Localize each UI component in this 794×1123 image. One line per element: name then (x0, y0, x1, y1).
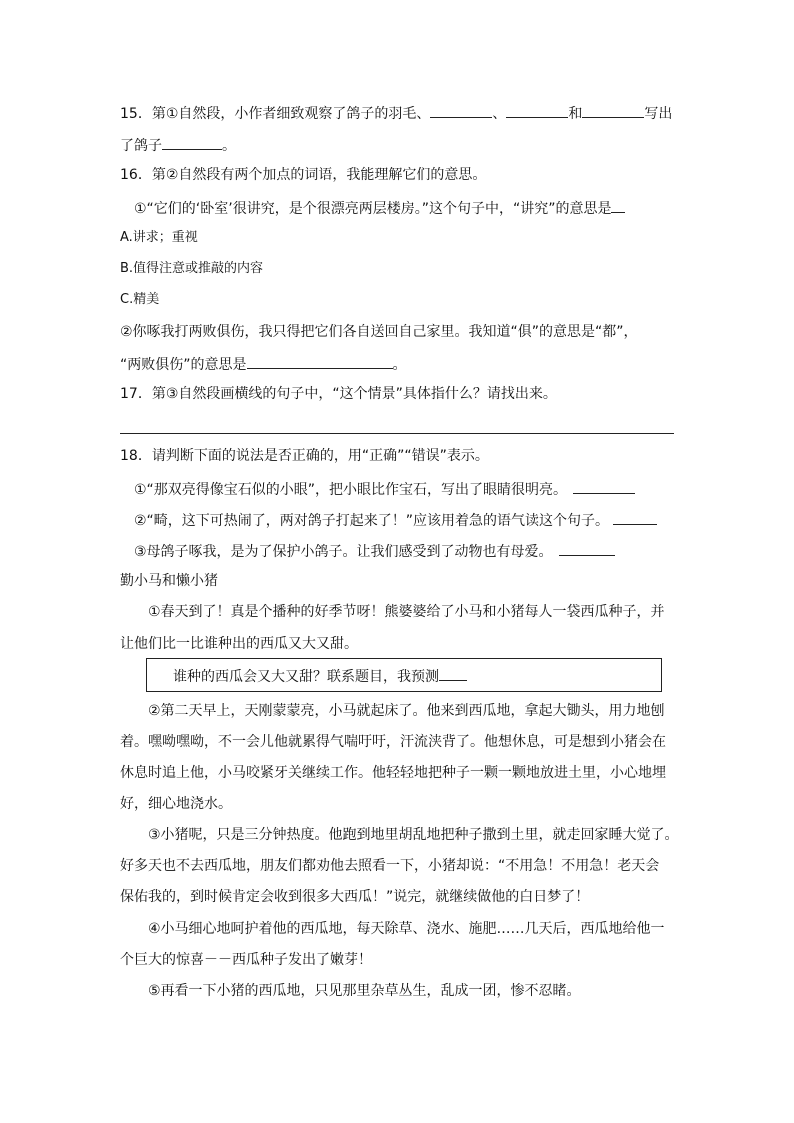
q15-text-2: 写出 (644, 106, 673, 122)
prediction-blank[interactable] (439, 665, 467, 681)
q16-item-1 (134, 197, 625, 219)
q16-title: 16．第②自然段有两个加点的词语，我能理解它们的意思。 (120, 167, 487, 183)
prediction-text: 谁种的西瓜会又大又甜？联系题目，我预测 (173, 669, 439, 685)
q16-item-2-cont (120, 353, 407, 375)
story-p2-line1: ②第二天早上，天刚蒙蒙亮，小马就起床了。他来到西瓜地，拿起大锄头，用力地刨 (148, 703, 665, 719)
story-p3-line3: 保佑我的，到时候肯定会收到很多大西瓜！”说完，就继续做他的白日梦了！ (120, 889, 590, 905)
q15-sep-1: 、 (492, 106, 507, 122)
q15-text-1: 15．第①自然段，小作者细致观察了鸽子的羽毛、 (120, 106, 431, 122)
q16-item-2: ②你啄我打两败俱伤，我只得把它们各自送回自己家里。我知道“俱”的意思是“都”， (120, 324, 638, 340)
story-p2-line4: 好，细心地浇水。 (120, 796, 232, 812)
q15-line1 (120, 102, 672, 124)
q16-option-a: A.讲求；重视 (120, 230, 198, 245)
story-p3-line2: 好多天也不去西瓜地，朋友们都劝他去照看一下，小猪却说：“不用急！不用急！老天会 (120, 858, 660, 874)
q15-blank-4[interactable] (162, 134, 222, 150)
q16-option-c: C.精美 (120, 292, 160, 307)
q15-blank-2[interactable] (506, 102, 568, 118)
q15-text-3: 了鸽子 (120, 138, 162, 154)
q15-text-4: 。 (222, 138, 236, 154)
q16-item-2-end: 。 (392, 357, 407, 373)
q16-blank-1[interactable] (611, 197, 625, 213)
q17-title: 17．第③自然段画横线的句子中，“这个情景”具体指什么？请找出来。 (120, 386, 557, 402)
story-p2-line2: 着。嘿呦嘿呦，不一会儿他就累得气喘吁吁，汗流浃背了。他想休息，可是想到小猪会在 (120, 734, 666, 750)
q15-line2 (120, 134, 236, 156)
q18-item-1-text: ①“那双亮得像宝石似的小眼”，把小眼比作宝石，写出了眼睛很明亮。 (134, 482, 568, 498)
story-p5-line1: ⑤再看一下小猪的西瓜地，只见那里杂草丛生，乱成一团，惨不忍睹。 (148, 983, 581, 999)
q15-sep-2: 和 (568, 106, 583, 122)
q16-blank-2[interactable] (247, 353, 393, 369)
q18-blank-2[interactable] (613, 509, 657, 525)
story-p1-line2: 让他们比一比谁种出的西瓜又大又甜。 (120, 636, 358, 652)
story-title: 勤小马和懒小猪 (120, 573, 218, 589)
story-p1-line1: ①春天到了！真是个播种的好季节呀！熊婆婆给了小马和小猪每人一袋西瓜种子，并 (148, 604, 665, 620)
q17-answer-line[interactable] (120, 433, 674, 434)
q15-blank-1[interactable] (430, 102, 492, 118)
q16-item-2-cont-text: “两败俱伤”的意思是 (120, 357, 247, 373)
q18-blank-3[interactable] (559, 540, 615, 556)
story-p4-line2: 个巨大的惊喜－－西瓜种子发出了嫩芽！ (120, 952, 372, 968)
q15-blank-3[interactable] (582, 102, 644, 118)
q16-item-1-text: ①“它们的‘卧室’很讲究，是个很漂亮两层楼房。”这个句子中，“讲究”的意思是 (134, 201, 612, 217)
q18-blank-1[interactable] (573, 478, 635, 494)
story-p3-line1: ③小猪呢，只是三分钟热度。他跑到地里胡乱地把种子撒到土里，就走回家睡大觉了。 (148, 827, 679, 843)
q18-item-3 (134, 540, 615, 562)
q16-option-b: B.值得注意或推敲的内容 (120, 261, 264, 276)
q18-item-2-text: ②“畸，这下可热闹了，两对鸽子打起来了！”应该用着急的语气读这个句子。 (134, 513, 610, 529)
q18-item-2 (134, 509, 657, 531)
q18-item-1 (134, 478, 635, 500)
prediction-box (146, 658, 662, 692)
story-p4-line1: ④小马细心地呵护着他的西瓜地，每天除草、浇水、施肥……几天后，西瓜地给他一 (148, 921, 665, 937)
q18-title: 18．请判断下面的说法是否正确的，用“正确”“错误”表示。 (120, 448, 489, 464)
q18-item-3-text: ③母鸽子啄我，是为了保护小鸽子。让我们感受到了动物也有母爱。 (134, 544, 553, 560)
prediction-prompt (173, 665, 467, 687)
story-p2-line3: 休息时追上他，小马咬紧牙关继续工作。他轻轻地把种子一颗一颗地放进土里，小心地埋 (120, 765, 666, 781)
